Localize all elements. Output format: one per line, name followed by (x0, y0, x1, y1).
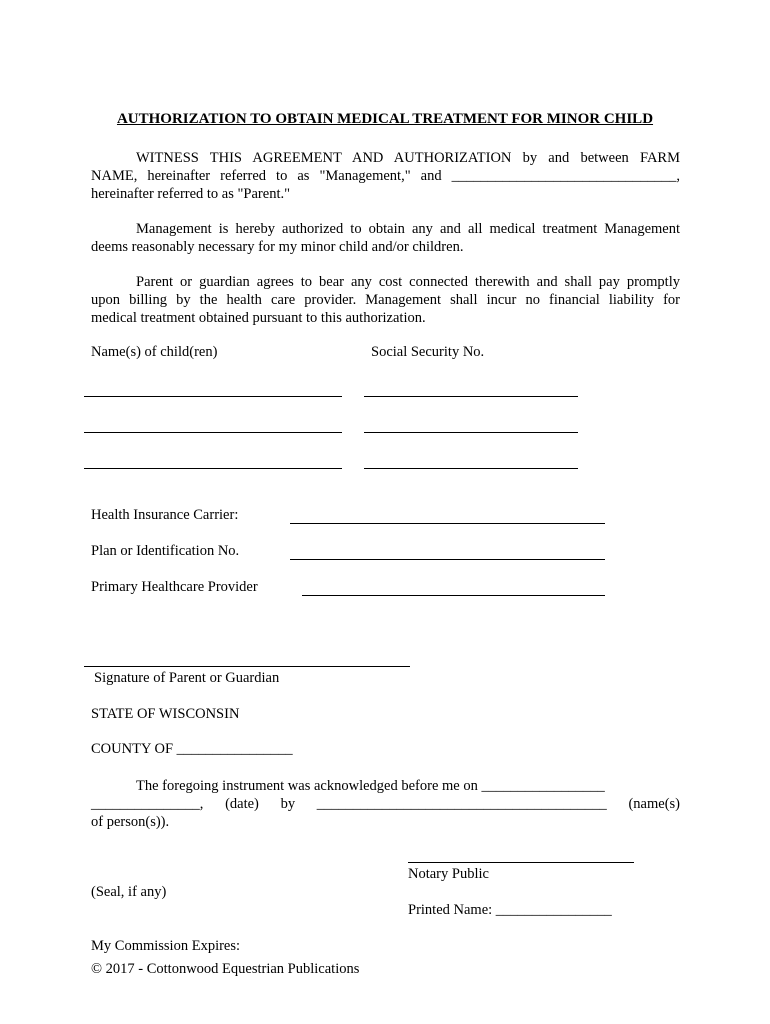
seal-label: (Seal, if any) (91, 884, 167, 900)
authorization-line-2: deems reasonably necessary for my minor child and/or children. (91, 239, 464, 255)
provider-field[interactable] (302, 595, 605, 596)
state-label: STATE OF WISCONSIN (91, 706, 240, 722)
authorization-paragraph (91, 220, 680, 256)
county-label: COUNTY OF ________________ (91, 741, 293, 757)
plan-field[interactable] (290, 559, 605, 560)
signature-label: Signature of Parent or Guardian (94, 670, 280, 686)
child-name-field[interactable] (84, 432, 342, 433)
child-name-field[interactable] (84, 468, 342, 469)
notary-signature-field[interactable] (408, 862, 634, 863)
commission-label: My Commission Expires: (91, 938, 241, 954)
authorization-line-1: Management is hereby authorized to obtain any and all medical treatment Management (136, 221, 680, 237)
signature-field[interactable] (84, 666, 410, 667)
cost-line-1: Parent or guardian agrees to bear any cost connected therewith and shall pay promptly (136, 274, 680, 290)
insurance-label: Health Insurance Carrier: (91, 507, 239, 523)
document-title: AUTHORIZATION TO OBTAIN MEDICAL TREATMENT FOR MINOR CHILD (116, 111, 654, 127)
witness-line-2: NAME, hereinafter referred to as "Management," and _______________________________, (91, 168, 680, 184)
children-label: Name(s) of child(ren) (91, 344, 218, 360)
notary-label: Notary Public (408, 866, 489, 882)
ack-line-3: of person(s)). (91, 814, 170, 830)
cost-line-3: medical treatment obtained pursuant to this authorization. (91, 310, 426, 326)
child-ssn-field[interactable] (364, 396, 578, 397)
copyright: © 2017 - Cottonwood Equestrian Publications (91, 961, 360, 977)
witness-line-3: hereinafter referred to as "Parent." (91, 186, 291, 202)
acknowledgement-paragraph (91, 777, 680, 831)
provider-label: Primary Healthcare Provider (91, 579, 258, 595)
ack-line-2: _______________, (date) by ________________________________________ (name(s) (91, 796, 680, 812)
cost-line-2: upon billing by the health care provider. Management shall incur no financial liability for (91, 292, 680, 308)
cost-paragraph (91, 273, 680, 327)
ssn-label: Social Security No. (371, 344, 485, 360)
witness-line-1: WITNESS THIS AGREEMENT AND AUTHORIZATION by and between FARM (136, 150, 680, 166)
printed-name-label: Printed Name: ________________ (408, 902, 612, 918)
child-ssn-field[interactable] (364, 468, 578, 469)
ack-line-1: The foregoing instrument was acknowledged before me on _________________ (136, 778, 605, 794)
child-ssn-field[interactable] (364, 432, 578, 433)
child-name-field[interactable] (84, 396, 342, 397)
plan-label: Plan or Identification No. (91, 543, 240, 559)
insurance-field[interactable] (290, 523, 605, 524)
witness-paragraph (91, 149, 680, 203)
